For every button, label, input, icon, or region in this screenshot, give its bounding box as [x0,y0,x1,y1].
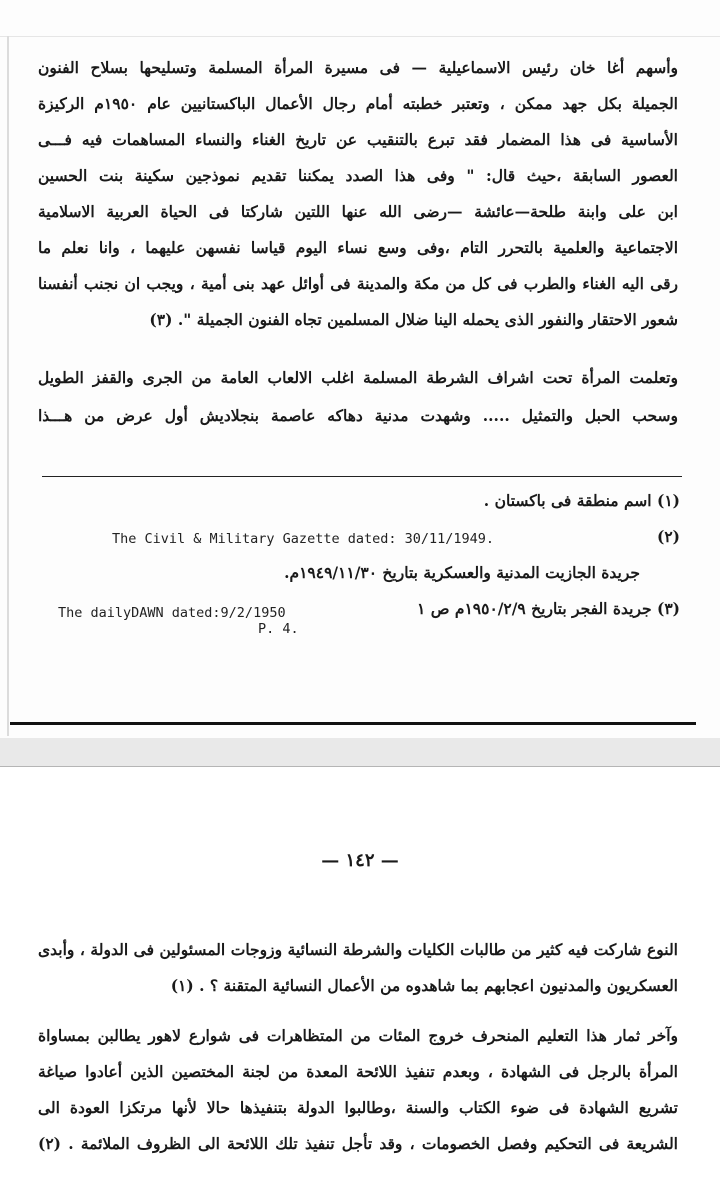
page-gap [0,738,720,766]
footnote-3-arabic: (٣) جريدة الفجر بتاريخ ١٩٥٠/٢/٩م ص ١ [417,599,680,618]
paragraph-line: ابن على وابنة طلحة—عائشة —رضى الله عنها اللتين شاركتا فى الحياة العربية الاسلامية [38,202,678,221]
bottom-page [0,766,720,1200]
paragraph-line: شعور الاحتقار والنفور الذى يحمله الينا ضلال المسلمين تجاه الفنون الجميلة ". (٣) [149,310,678,329]
paragraph-line: تشريع الشهادة فى ضوء الكتاب والسنة ،وطالبوا الدولة بتنفيذها حالا لأنها مرتكزا العودة الى [38,1098,678,1117]
page-bottom-border [10,722,696,725]
paragraph-line: الأساسية فى هذا المضمار فقد تبرع بالتنقيب عن تاريخ الغناء والنساء المساهمات فيه فـــى [38,130,678,149]
paragraph-line: الشريعة فى التحكيم وفصل الخصومات ، وقد تأجل تنفيذ تلك اللائحة الى الظروف الملائمة . (٢) [38,1134,678,1153]
footnote-2-arabic: جريدة الجازيت المدنية والعسكرية بتاريخ ١٩٤٩/١١/٣٠م. [284,563,640,582]
paragraph-line: الاجتماعية والعلمية بالتحرر التام ،وفى وسع نساء اليوم قياسا نفسهن عليهما ، وانا نعلم ما [38,238,678,257]
paragraph-line: العصور السابقة ،حيث قال: " وفى هذا الصدد يمكننا تقديم نموذجين سكينة بنت الحسين [38,166,678,185]
paragraph-line: وآخر ثمار هذا التعليم المنحرف خروج المئات من المتظاهرات فى شوارع لاهور يطالبن بمساواة [38,1026,678,1045]
paragraph-line: الجميلة بكل جهد ممكن ، وتعتبر خطبته أمام رجال الأعمال الباكستانيين عام ١٩٥٠م الركيزة [38,94,678,113]
paragraph-line: النوع شاركت فيه كثير من طالبات الكليات والشرطة النسائية وزوجات المسئولين فى الدولة ، وأبدى [38,940,678,959]
page-number: — ١٤٢ — [321,850,399,871]
page-left-edge [7,36,9,736]
paragraph-line: المرأة بالرجل فى الشهادة ، وبعدم تنفيذ اللائحة المعدة من لجنة المختصين الذين أعادوا صياغة [38,1062,678,1081]
footnote-separator [42,476,682,477]
paragraph-line: وتعلمت المرأة تحت اشراف الشرطة المسلمة اغلب الالعاب العامة من الجرى والقفز الطويل [38,368,678,387]
footnote-1: (١) اسم منطقة فى باكستان . [483,491,680,510]
page-top-edge [0,36,720,37]
footnote-2-number: (٢) [656,527,680,546]
paragraph-line: رقى اليه الغناء والطرب فى كل من مكة والمدينة فى أوائل عهد بنى أمية ، ويجب ان نجنب أنفسنا [38,274,678,293]
paragraph-line: وسحب الحبل والتمثيل ..... وشهدت مدنية دهاكه عاصمة بنجلاديش أول عرض من هـــذا [38,406,678,425]
paragraph-line: العسكريون والمدنيون اعجابهم بما شاهدوه من الأعمال النسائية المتقنة ؟ . (١) [170,976,678,995]
footnote-3-latin: The dailyDAWN dated:9/2/1950 [58,605,286,621]
paragraph-line: وأسهم أغا خان رئيس الاسماعيلية — فى مسيرة المرأة المسلمة وتسليحها بسلاح الفنون [38,58,678,77]
page-top-edge [0,766,720,767]
footnote-2-latin: The Civil & Military Gazette dated: 30/11/1949. [112,531,495,547]
footnote-3-page: P. 4. [258,621,299,637]
